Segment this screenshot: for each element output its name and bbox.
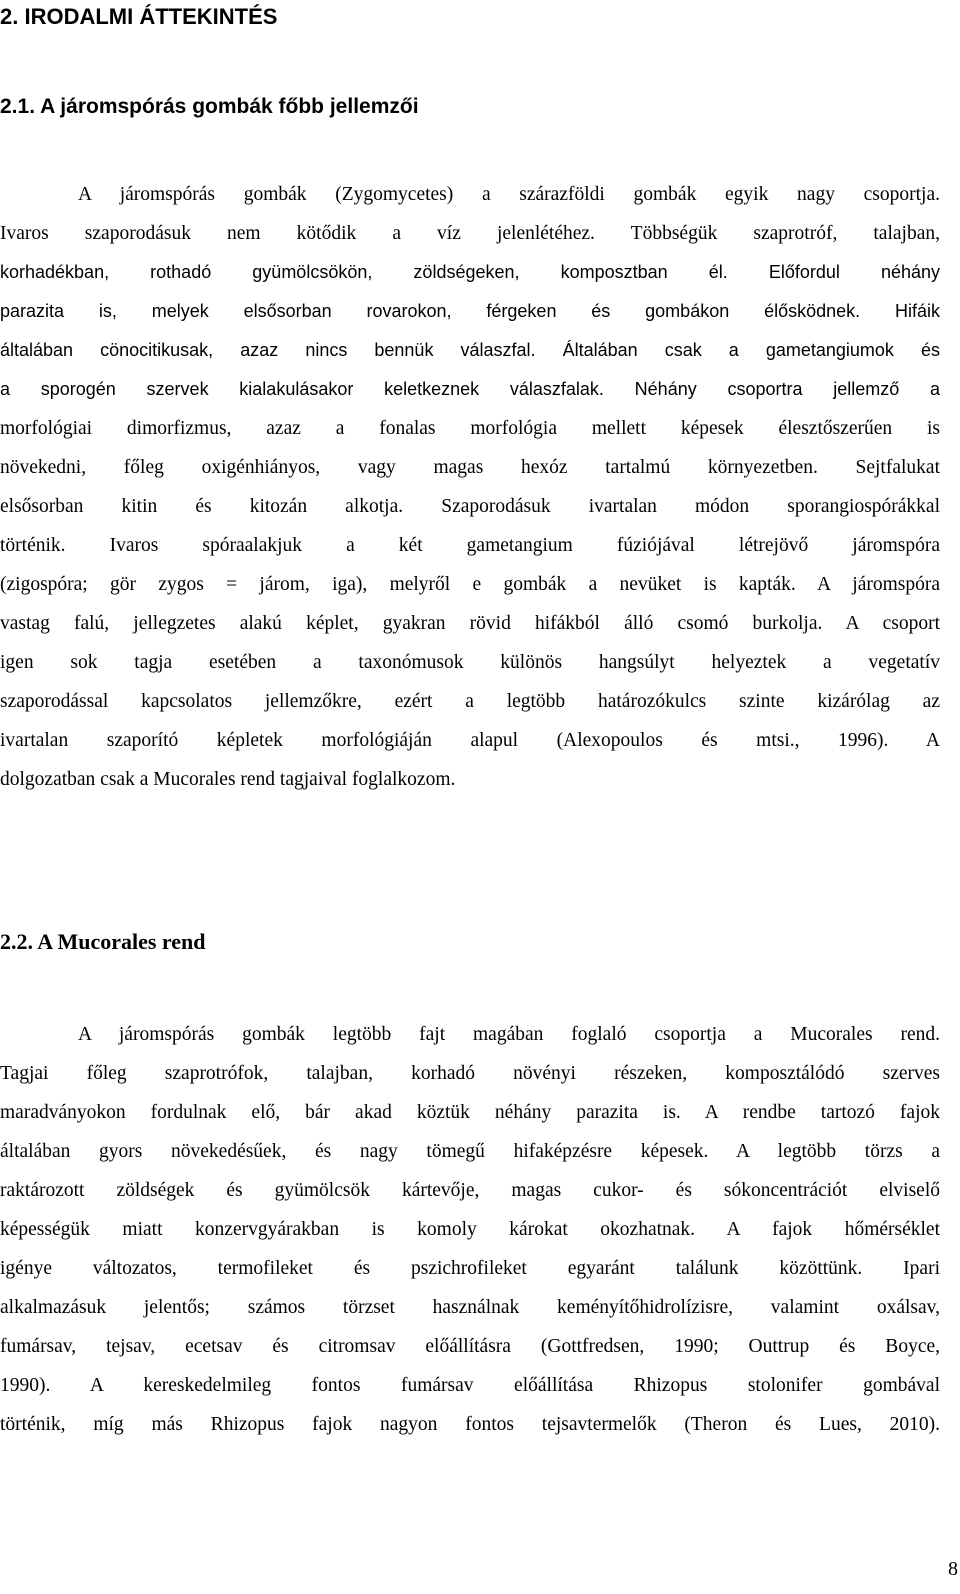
paragraph-line: Tagjai főleg szaprotrófok, talajban, korhadó növényi részeken, komposztálódó szerves [0, 1063, 940, 1084]
section-2-1-paragraph [0, 175, 940, 799]
paragraph-line: A járomspórás gombák (Zygomycetes) a szárazföldi gombák egyik nagy csoportja. [78, 184, 940, 205]
paragraph-line: 1990). A kereskedelmileg fontos fumársav előállítása Rhizopus stolonifer gombával [0, 1375, 940, 1396]
paragraph-line: dolgozatban csak a Mucorales rend tagjaival foglalkozom. [0, 769, 456, 790]
paragraph-line: A járomspórás gombák legtöbb fajt magában foglaló csoportja a Mucorales rend. [78, 1024, 940, 1045]
paragraph-line: morfológiai dimorfizmus, azaz a fonalas morfológia mellett képesek élesztőszerűen is [0, 418, 940, 439]
section-heading-2-1: 2.1. A járomspórás gombák főbb jellemzői [0, 95, 419, 118]
paragraph-line: történik. Ivaros spóraalakjuk a két gametangium fúziójával létrejövő járomspóra [0, 535, 940, 556]
paragraph-line: képességük miatt konzervgyárakban is komoly károkat okozhatnak. A fajok hőmérséklet [0, 1219, 940, 1240]
section-2-2-paragraph [0, 1015, 940, 1444]
paragraph-line: vastag falú, jellegzetes alakú képlet, gyakran rövid hifákból álló csomó burkolja. A csoport [0, 613, 940, 634]
paragraph-line: történik, míg más Rhizopus fajok nagyon fontos tejsavtermelők (Theron és Lues, 2010). [0, 1414, 940, 1435]
section-heading-2-2: 2.2. A Mucorales rend [0, 929, 206, 954]
paragraph-line: korhadékban, rothadó gyümölcsökön, zöldségeken, komposztban él. Előfordul néhány [0, 262, 940, 282]
paragraph-line: alkalmazásuk jelentős; számos törzset használnak keményítőhidrolízisre, valamint oxálsav, [0, 1297, 940, 1318]
paragraph-line: maradványokon fordulnak elő, bár akad köztük néhány parazita is. A rendbe tartozó fajok [0, 1102, 940, 1123]
paragraph-line: növekedni, főleg oxigénhiányos, vagy magas hexóz tartalmú környezetben. Sejtfalukat [0, 457, 940, 478]
paragraph-line: parazita is, melyek elsősorban rovarokon, férgeken és gombákon élősködnek. Hifáik [0, 301, 940, 321]
paragraph-line: ivartalan szaporító képletek morfológiáján alapul (Alexopoulos és mtsi., 1996). A [0, 730, 940, 751]
chapter-heading: 2. IRODALMI ÁTTEKINTÉS [0, 4, 278, 29]
paragraph-line: Ivaros szaporodásuk nem kötődik a víz jelenlétéhez. Többségük szaprotróf, talajban, [0, 223, 940, 244]
paragraph-line: fumársav, tejsav, ecetsav és citromsav előállításra (Gottfredsen, 1990; Outtrup és Boyce, [0, 1336, 940, 1357]
paragraph-line: szaporodással kapcsolatos jellemzőkre, ezért a legtöbb határozókulcs szinte kizárólag az [0, 691, 940, 712]
paragraph-line: a sporogén szervek kialakulásakor keletkeznek válaszfalak. Néhány csoportra jellemző a [0, 379, 940, 399]
paragraph-line: (zigospóra; gör zygos = járom, iga), melyről e gombák a nevüket is kapták. A járomspóra [0, 574, 940, 595]
paragraph-line: raktározott zöldségek és gyümölcsök kártevője, magas cukor- és sókoncentrációt elviselő [0, 1180, 940, 1201]
paragraph-line: általában cönocitikusak, azaz nincs bennük válaszfal. Általában csak a gametangiumok és [0, 340, 940, 360]
paragraph-line: igen sok tagja esetében a taxonómusok különös hangsúlyt helyeztek a vegetatív [0, 652, 940, 673]
paragraph-line: általában gyors növekedésűek, és nagy tömegű hifaképzésre képesek. A legtöbb törzs a [0, 1141, 940, 1162]
page-number: 8 [948, 1558, 958, 1580]
paragraph-line: igénye változatos, termofileket és pszichrofileket egyaránt találunk közöttünk. Ipari [0, 1258, 940, 1279]
paragraph-line: elsősorban kitin és kitozán alkotja. Szaporodásuk ivartalan módon sporangiospórákkal [0, 496, 940, 517]
